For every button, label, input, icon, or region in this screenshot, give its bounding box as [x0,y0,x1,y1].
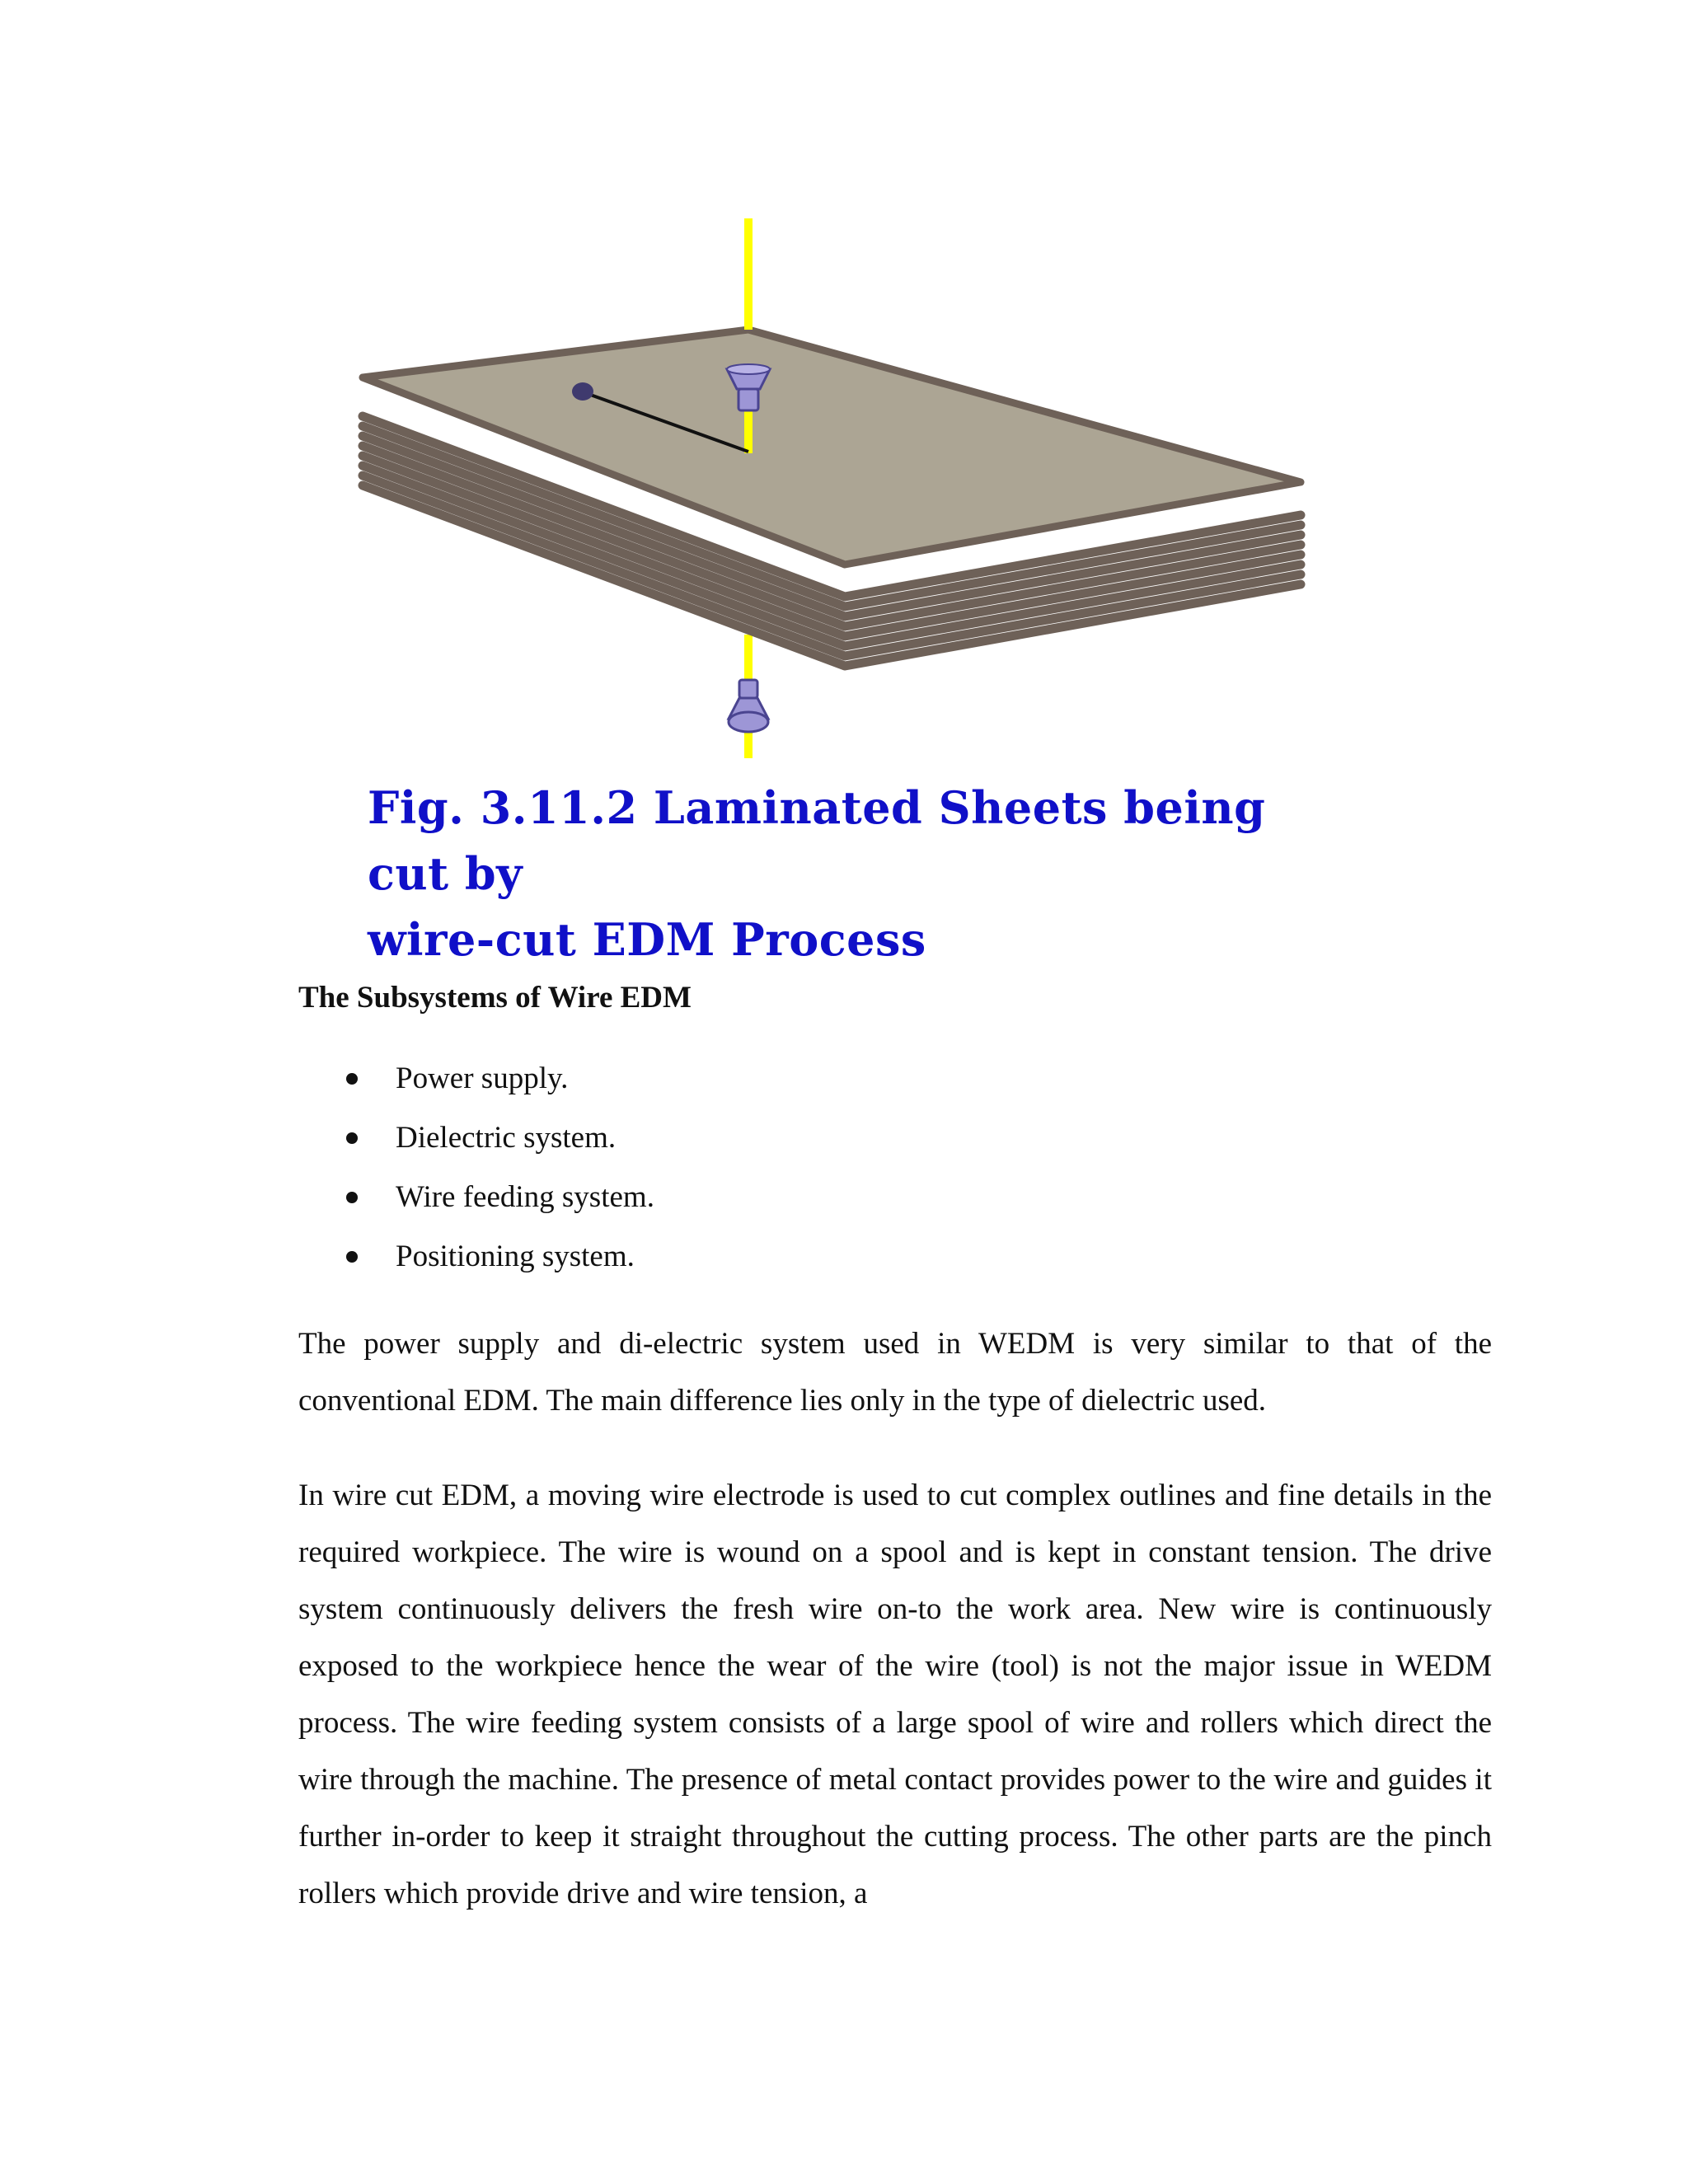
figure-caption-line-1: Fig. 3.11.2 Laminated Sheets being cut by [368,781,1266,900]
list-item-text: Wire feeding system. [396,1180,654,1214]
laminated-sheets-illustration [346,198,1343,775]
subsystems-list [346,1049,654,1286]
list-item-text: Dielectric system. [396,1121,617,1155]
section-heading: The Subsystems of Wire EDM [298,981,692,1015]
list-item-text: Positioning system. [396,1240,635,1273]
bullet-icon [346,1251,358,1263]
bullet-icon [346,1192,358,1203]
list-item [346,1227,654,1286]
figure-caption-line-2: wire-cut EDM Process [368,913,926,966]
list-item [346,1049,654,1108]
bullet-icon [346,1132,358,1144]
figure-laminated-sheets [346,198,1343,966]
list-item [346,1168,654,1227]
list-item [346,1108,654,1168]
list-item-text: Power supply. [396,1062,569,1095]
start-hole [572,382,593,401]
lower-guide-icon [729,680,768,732]
bullet-icon [346,1073,358,1085]
paragraph-power-dielectric: The power supply and di-electric system used in WEDM is very similar to that of the conventional EDM. The main difference lies only in the type of dielectric used. [298,1327,1492,1418]
figure-caption [368,775,1340,972]
paragraph-wire-cut-edm: In wire cut EDM, a moving wire electrode is used to cut complex outlines and fine details in the required workpiece. The wire is wound on a spool and is kept in constant tension. The drive system continuously delivers the fresh wire on-to the work area. New wire is continuously exposed to the workpiece hence the wear of the wire (tool) is not the major issue in WEDM process. The wire feeding system consists of a large spool of wire and rollers which direct the wire through the machine. The presence of metal contact provides power to the wire and guides it further in-order to keep it straight throughout the cutting process. The other parts are the pinch rollers which provide drive and wire tension, a [298,1479,1492,1910]
